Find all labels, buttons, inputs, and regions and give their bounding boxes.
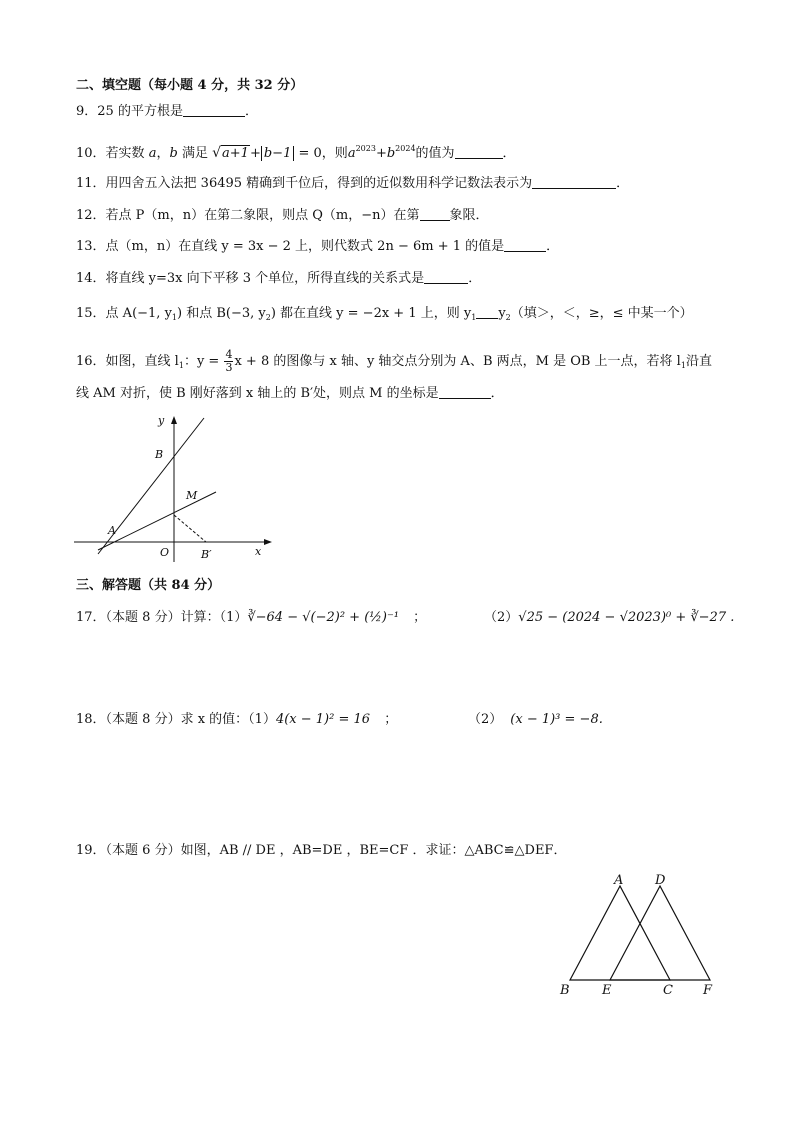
question-9: 9．25 的平方根是 ．: [76, 104, 258, 119]
q9-text: 25 的平方根是: [97, 104, 183, 119]
question-16: 16．如图，直线 $l_1$：y = $\frac{4}{3}$ x + 8 的图像与 x 轴、y 轴交点分别为 A、B 两点，M 是 OB 上一点，若将 $l_1$沿直: [76, 348, 712, 374]
label-M: M: [186, 489, 198, 502]
q18-expression-2: (x − 1)³ = −8.: [510, 712, 603, 727]
q18-expression-1: 4(x − 1)² = 16: [275, 712, 371, 727]
label-x: x: [255, 545, 262, 558]
q11-answer-blank[interactable]: [532, 176, 616, 189]
section-2-heading: 二、填空题（每小题 4 分，共 32 分）: [76, 78, 304, 93]
q17-expression-2: √25 − (2024 − √2023)⁰ + ∛−27 .: [518, 610, 735, 625]
q16-answer-blank[interactable]: [439, 386, 491, 399]
q17-expression-1: ∛−64 − √(−2)² + (½)⁻¹: [247, 610, 400, 625]
q15-answer-blank[interactable]: [476, 306, 498, 319]
question-15: 15．点 A(−1, $y_1$) 和点 B(−3, $y_2$) 都在直线 y = −2x + 1 上，则 $y_1$ $y_2$（填＞，＜，≥，≤ 中某一个）: [76, 306, 693, 322]
line-AM: [98, 492, 216, 550]
triangle-ABC: [570, 886, 670, 980]
y-axis-arrow: [171, 416, 177, 424]
label-D: D: [655, 873, 666, 888]
q14-answer-blank[interactable]: [424, 271, 468, 284]
label-F: F: [703, 983, 713, 998]
q9-number: 9．: [76, 104, 98, 119]
question-17: 17．（本题 8 分）计算：（1）∛−64 − √(−2)² + (½)⁻¹ ；: [76, 610, 427, 625]
label-A: A: [108, 524, 116, 537]
q9-answer-blank[interactable]: [183, 104, 245, 117]
label-O: O: [160, 546, 170, 559]
label-B-prime: B′: [201, 548, 212, 561]
question-18: 18．（本题 8 分）求 x 的值：（1）4(x − 1)² = 16 ；: [76, 712, 398, 727]
q12-answer-blank[interactable]: [420, 208, 450, 221]
q19-triangles-figure: [556, 873, 726, 1006]
q13-answer-blank[interactable]: [504, 239, 546, 252]
question-12: 12．若点 P（m，n）在第二象限，则点 Q（m，−n）在第 象限．: [76, 208, 489, 223]
triangle-DEF: [610, 886, 710, 980]
question-16-line-2: 线 AM 对折，使 B 刚好落到 x 轴上的 B′处，则点 M 的坐标是 ．: [76, 386, 504, 401]
question-19: 19．（本题 6 分）如图，AB // DE ，AB=DE ，BE=CF ．求证：△ABC≌△DEF．: [76, 843, 567, 858]
label-E: E: [602, 983, 612, 998]
q16-coordinate-figure: [74, 412, 284, 572]
question-13: 13．点（m，n）在直线 y = 3x − 2 上，则代数式 2n − 6m + 1 的值是 ．: [76, 239, 560, 254]
dashed-MBprime: [174, 515, 206, 542]
question-11: 11．用四舍五入法把 36495 精确到千位后，得到的近似数用科学记数法表示为 ．: [76, 176, 630, 191]
label-B: B: [155, 448, 164, 461]
sqrt-symbol: √: [212, 145, 222, 161]
label-B: B: [560, 983, 570, 998]
label-A: A: [614, 873, 624, 888]
label-C: C: [663, 983, 673, 998]
section-3-heading: 三、解答题（共 84 分）: [76, 578, 221, 593]
question-14: 14．将直线 y=3x 向下平移 3 个单位，所得直线的关系式是 ．: [76, 271, 482, 286]
x-axis-arrow: [264, 539, 272, 545]
label-y: y: [158, 414, 165, 427]
question-10: 10．若实数 a，b 满足 √a+1+ b−1 = 0，则$a^{2023}+b^{2024}$的值为 ．: [76, 144, 516, 161]
q10-answer-blank[interactable]: [455, 146, 503, 159]
question-17-part-2: （2）√25 − (2024 − √2023)⁰ + ∛−27 .: [484, 610, 735, 625]
question-18-part-2: （2） (x − 1)³ = −8.: [468, 712, 603, 727]
fraction-4-3: $\frac{4}{3}$: [225, 348, 233, 374]
